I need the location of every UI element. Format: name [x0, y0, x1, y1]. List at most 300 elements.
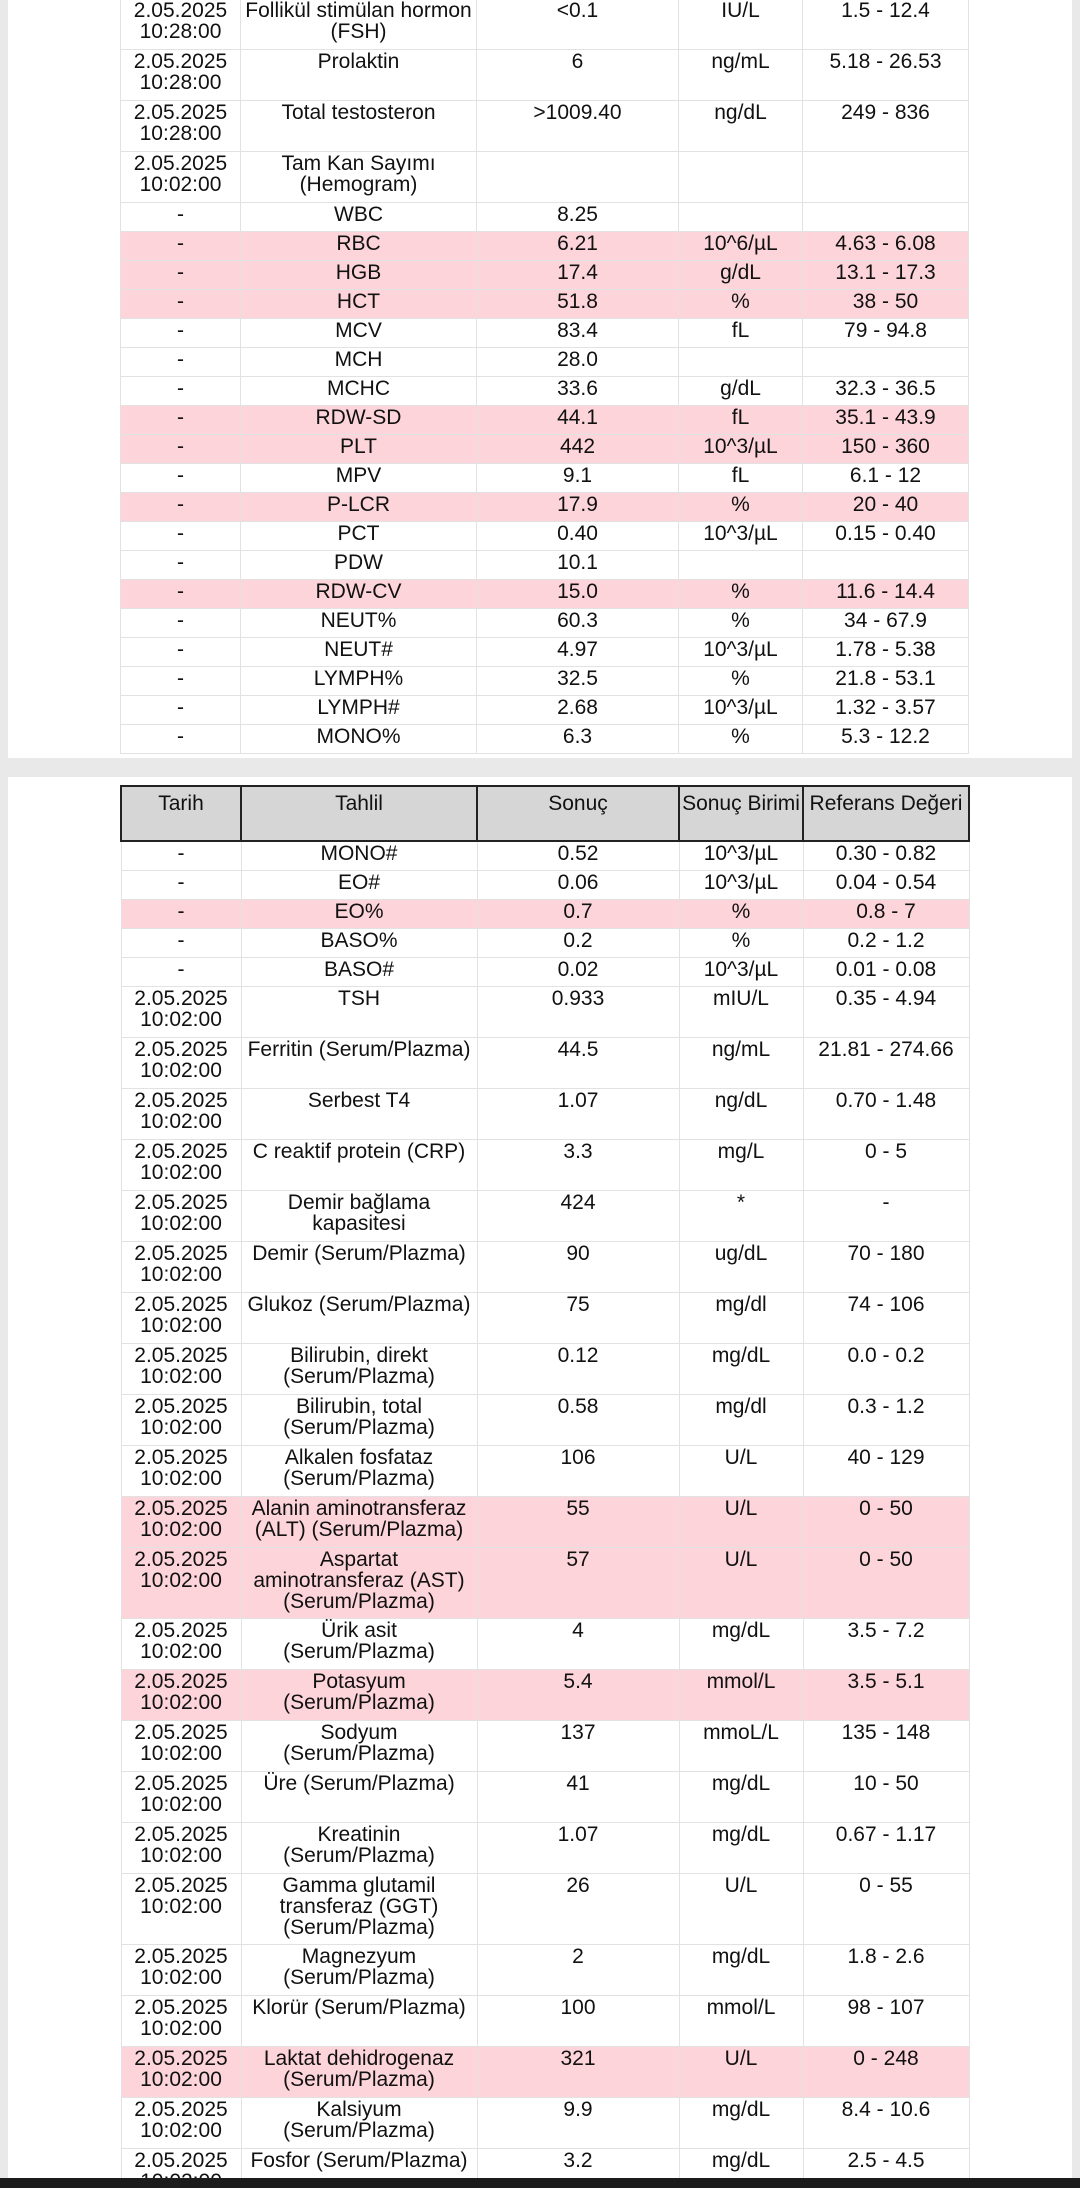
cell-reference: 20 - 40 — [803, 493, 969, 522]
cell-test: MONO% — [241, 725, 477, 754]
header-result: Sonuç — [477, 786, 679, 841]
cell-unit: ug/dL — [679, 1242, 803, 1293]
cell-test: PCT — [241, 522, 477, 551]
cell-date: 2.05.2025 10:02:00 — [121, 1619, 241, 1670]
cell-date: - — [121, 203, 241, 232]
table-row — [121, 609, 969, 638]
cell-date: - — [121, 841, 241, 871]
cell-reference: 74 - 106 — [803, 1293, 969, 1344]
cell-test: Bilirubin, total (Serum/Plazma) — [241, 1395, 477, 1446]
cell-test: MCHC — [241, 377, 477, 406]
cell-unit — [679, 551, 803, 580]
cell-unit: mmoL/L — [679, 1721, 803, 1772]
cell-unit — [679, 348, 803, 377]
cell-test: Prolaktin — [241, 50, 477, 101]
cell-reference: 150 - 360 — [803, 435, 969, 464]
table-row — [121, 377, 969, 406]
cell-result: 6 — [477, 50, 679, 101]
table-row — [121, 1619, 969, 1670]
cell-reference: 3.5 - 7.2 — [803, 1619, 969, 1670]
cell-date: - — [121, 580, 241, 609]
cell-reference: 0 - 50 — [803, 1548, 969, 1619]
cell-date: 2.05.2025 10:02:00 — [121, 1038, 241, 1089]
cell-unit: 10^3/µL — [679, 696, 803, 725]
cell-unit: mIU/L — [679, 987, 803, 1038]
cell-test: MCH — [241, 348, 477, 377]
header-unit: Sonuç Birimi — [679, 786, 803, 841]
cell-test: Bilirubin, direkt (Serum/Plazma) — [241, 1344, 477, 1395]
cell-date: - — [121, 551, 241, 580]
cell-unit: mg/dL — [679, 1945, 803, 1996]
cell-result: 3.2 — [477, 2149, 679, 2188]
table-row — [121, 1140, 969, 1191]
table-row — [121, 1395, 969, 1446]
table-row-flagged — [121, 290, 969, 319]
cell-test: EO% — [241, 900, 477, 929]
cell-date: 2.05.2025 10:02:00 — [121, 1140, 241, 1191]
cell-result: >1009.40 — [477, 101, 679, 152]
table-row — [121, 522, 969, 551]
cell-result: 2.68 — [477, 696, 679, 725]
cell-reference: 35.1 - 43.9 — [803, 406, 969, 435]
cell-result: 0.7 — [477, 900, 679, 929]
cell-unit — [679, 152, 803, 203]
cell-test: Serbest T4 — [241, 1089, 477, 1140]
cell-unit: mg/dL — [679, 1772, 803, 1823]
cell-unit: ng/mL — [679, 1038, 803, 1089]
table-row — [121, 929, 969, 958]
cell-unit: ng/mL — [679, 50, 803, 101]
table-row — [121, 1038, 969, 1089]
cell-unit: 10^3/µL — [679, 435, 803, 464]
cell-reference: 5.18 - 26.53 — [803, 50, 969, 101]
cell-reference: 0 - 5 — [803, 1140, 969, 1191]
cell-date: 2.05.2025 10:02:00 — [121, 1293, 241, 1344]
cell-reference: 1.32 - 3.57 — [803, 696, 969, 725]
table-row-flagged — [121, 1670, 969, 1721]
cell-result: 2 — [477, 1945, 679, 1996]
cell-result: 442 — [477, 435, 679, 464]
cell-date: - — [121, 638, 241, 667]
cell-unit: % — [679, 725, 803, 754]
table-row — [121, 667, 969, 696]
cell-result: 83.4 — [477, 319, 679, 348]
cell-result: 33.6 — [477, 377, 679, 406]
cell-date: - — [121, 435, 241, 464]
table-row — [121, 1344, 969, 1395]
cell-reference: 0 - 248 — [803, 2047, 969, 2098]
cell-test: Üre (Serum/Plazma) — [241, 1772, 477, 1823]
cell-test: NEUT% — [241, 609, 477, 638]
cell-date: - — [121, 232, 241, 261]
cell-reference: 1.8 - 2.6 — [803, 1945, 969, 1996]
cell-result: 17.4 — [477, 261, 679, 290]
cell-reference: 1.5 - 12.4 — [803, 0, 969, 50]
cell-test: PDW — [241, 551, 477, 580]
cell-date: - — [121, 667, 241, 696]
cell-test: Glukoz (Serum/Plazma) — [241, 1293, 477, 1344]
cell-test: Aspartat aminotransferaz (AST) (Serum/Plazma) — [241, 1548, 477, 1619]
cell-result: 424 — [477, 1191, 679, 1242]
cell-reference: 0.70 - 1.48 — [803, 1089, 969, 1140]
table-row — [121, 203, 969, 232]
cell-test: NEUT# — [241, 638, 477, 667]
cell-reference: - — [803, 1191, 969, 1242]
table-row-flagged — [121, 435, 969, 464]
table-row — [121, 1772, 969, 1823]
cell-result: 100 — [477, 1996, 679, 2047]
cell-date: - — [121, 290, 241, 319]
cell-date: 2.05.2025 — [121, 2149, 241, 2188]
cell-test: Demir bağlama kapasitesi — [241, 1191, 477, 1242]
cell-date: 2.05.2025 10:02:00 — [121, 1823, 241, 1874]
cell-unit: ng/dL — [679, 101, 803, 152]
cell-test: Klorür (Serum/Plazma) — [241, 1996, 477, 2047]
cell-unit: % — [679, 493, 803, 522]
cell-test: BASO% — [241, 929, 477, 958]
cell-unit: 10^6/µL — [679, 232, 803, 261]
table-row — [121, 638, 969, 667]
cell-reference: 2.5 - 4.5 — [803, 2149, 969, 2188]
cell-result: 26 — [477, 1874, 679, 1945]
cell-test: Sodyum (Serum/Plazma) — [241, 1721, 477, 1772]
cell-test: BASO# — [241, 958, 477, 987]
cell-result: 15.0 — [477, 580, 679, 609]
table-row — [121, 1996, 969, 2047]
lab-results-body-1 — [121, 0, 969, 754]
table-row — [121, 1874, 969, 1945]
cell-unit: g/dL — [679, 261, 803, 290]
cell-date: 2.05.2025 10:02:00 — [121, 1242, 241, 1293]
cell-test: Fosfor (Serum/Plazma) — [241, 2149, 477, 2188]
cell-reference: 0.30 - 0.82 — [803, 841, 969, 871]
cell-test: Kreatinin (Serum/Plazma) — [241, 1823, 477, 1874]
report-page-1 — [8, 0, 1072, 758]
cell-test: Total testosteron — [241, 101, 477, 152]
cell-reference: 6.1 - 12 — [803, 464, 969, 493]
cell-unit: mg/dL — [679, 1619, 803, 1670]
cell-unit: % — [679, 900, 803, 929]
cell-test: RBC — [241, 232, 477, 261]
cell-unit: U/L — [679, 1874, 803, 1945]
cell-date: 2.05.2025 10:02:00 — [121, 1721, 241, 1772]
cell-unit: 10^3/µL — [679, 958, 803, 987]
cell-date: 2.05.2025 10:02:00 — [121, 1089, 241, 1140]
cell-unit: mg/dL — [679, 2149, 803, 2188]
cell-reference: 70 - 180 — [803, 1242, 969, 1293]
cell-reference: 8.4 - 10.6 — [803, 2098, 969, 2149]
cell-test: Potasyum (Serum/Plazma) — [241, 1670, 477, 1721]
table-row — [121, 1721, 969, 1772]
header-date: Tarih — [121, 786, 241, 841]
cell-test: HGB — [241, 261, 477, 290]
table-row-flagged — [121, 900, 969, 929]
cell-unit: IU/L — [679, 0, 803, 50]
table-row-flagged — [121, 2047, 969, 2098]
cell-reference: 3.5 - 5.1 — [803, 1670, 969, 1721]
header-reference: Referans Değeri — [803, 786, 969, 841]
cell-result: 75 — [477, 1293, 679, 1344]
cell-date: 2.05.2025 10:02:00 — [121, 1945, 241, 1996]
cell-reference: 249 - 836 — [803, 101, 969, 152]
cell-date: 2.05.2025 10:28:00 — [121, 0, 241, 50]
table-row — [121, 958, 969, 987]
cell-result: 0.12 — [477, 1344, 679, 1395]
cell-date: - — [121, 348, 241, 377]
table-row — [121, 319, 969, 348]
cell-reference: 0 - 55 — [803, 1874, 969, 1945]
table-row — [121, 551, 969, 580]
table-row — [121, 696, 969, 725]
table-row — [121, 1446, 969, 1497]
cell-result: 44.5 — [477, 1038, 679, 1089]
cell-unit: mg/dL — [679, 1823, 803, 1874]
cell-result: 3.3 — [477, 1140, 679, 1191]
cell-test: MPV — [241, 464, 477, 493]
cell-reference — [803, 551, 969, 580]
cell-reference: 0.01 - 0.08 — [803, 958, 969, 987]
cell-reference: 0.04 - 0.54 — [803, 871, 969, 900]
cell-test: Follikül stimülan hormon (FSH) — [241, 0, 477, 50]
cell-date: 2.05.2025 10:02:00 — [121, 1548, 241, 1619]
cell-date: 2.05.2025 10:28:00 — [121, 50, 241, 101]
cell-date: - — [121, 900, 241, 929]
cell-result: 8.25 — [477, 203, 679, 232]
cell-date: - — [121, 871, 241, 900]
cell-reference: 0.8 - 7 — [803, 900, 969, 929]
table-header — [121, 786, 969, 841]
table-row — [121, 464, 969, 493]
cell-reference: 0.15 - 0.40 — [803, 522, 969, 551]
cell-date: 2.05.2025 10:02:00 — [121, 1191, 241, 1242]
table-row — [121, 725, 969, 754]
cell-unit: U/L — [679, 1548, 803, 1619]
cell-reference: 4.63 - 6.08 — [803, 232, 969, 261]
cell-test: Magnezyum (Serum/Plazma) — [241, 1945, 477, 1996]
cell-date: 2.05.2025 10:02:00 — [121, 1874, 241, 1945]
cell-unit: fL — [679, 319, 803, 348]
cell-test: Demir (Serum/Plazma) — [241, 1242, 477, 1293]
cell-unit: % — [679, 290, 803, 319]
table-row — [121, 101, 969, 152]
cell-result: 4 — [477, 1619, 679, 1670]
cell-unit: U/L — [679, 1446, 803, 1497]
cell-unit: 10^3/µL — [679, 522, 803, 551]
cell-result: 41 — [477, 1772, 679, 1823]
table-row — [121, 2098, 969, 2149]
bottom-edge-bar — [0, 2178, 1080, 2188]
cell-reference: 38 - 50 — [803, 290, 969, 319]
cell-date: - — [121, 696, 241, 725]
cell-result: 51.8 — [477, 290, 679, 319]
cell-result: 0.2 — [477, 929, 679, 958]
cell-result: 5.4 — [477, 1670, 679, 1721]
cell-result: 90 — [477, 1242, 679, 1293]
cell-unit: % — [679, 580, 803, 609]
cell-date: - — [121, 261, 241, 290]
report-page-2 — [8, 777, 1072, 2188]
cell-result: 6.21 — [477, 232, 679, 261]
cell-test: HCT — [241, 290, 477, 319]
cell-result: 6.3 — [477, 725, 679, 754]
cell-unit: % — [679, 667, 803, 696]
cell-date: 2.05.2025 10:02:00 — [121, 1395, 241, 1446]
table-row — [121, 348, 969, 377]
cell-test: MONO# — [241, 841, 477, 871]
cell-result: 0.02 — [477, 958, 679, 987]
cell-result: 0.06 — [477, 871, 679, 900]
cell-result: 60.3 — [477, 609, 679, 638]
cell-reference: 21.81 - 274.66 — [803, 1038, 969, 1089]
cell-result: 1.07 — [477, 1089, 679, 1140]
cell-test: Tam Kan Sayımı (Hemogram) — [241, 152, 477, 203]
table-row-flagged — [121, 493, 969, 522]
cell-date: - — [121, 406, 241, 435]
cell-reference — [803, 203, 969, 232]
cell-unit: 10^3/µL — [679, 871, 803, 900]
lab-results-body-2 — [121, 841, 969, 2188]
cell-test: TSH — [241, 987, 477, 1038]
cell-reference: 98 - 107 — [803, 1996, 969, 2047]
table-row-flagged — [121, 406, 969, 435]
cell-unit: mg/dL — [679, 1344, 803, 1395]
cell-date: 2.05.2025 10:02:00 — [121, 2047, 241, 2098]
cell-date: 2.05.2025 10:02:00 — [121, 1344, 241, 1395]
cell-date: 2.05.2025 10:02:00 — [121, 1772, 241, 1823]
cell-unit: U/L — [679, 1497, 803, 1548]
table-row — [121, 1242, 969, 1293]
cell-result: 57 — [477, 1548, 679, 1619]
cell-reference: 11.6 - 14.4 — [803, 580, 969, 609]
cell-test: Alkalen fosfataz (Serum/Plazma) — [241, 1446, 477, 1497]
cell-result: 0.40 — [477, 522, 679, 551]
cell-test: RDW-SD — [241, 406, 477, 435]
cell-unit: fL — [679, 464, 803, 493]
header-row — [121, 786, 969, 841]
cell-test: MCV — [241, 319, 477, 348]
table-row — [121, 1089, 969, 1140]
table-row-flagged — [121, 580, 969, 609]
cell-test: C reaktif protein (CRP) — [241, 1140, 477, 1191]
table-row — [121, 50, 969, 101]
table-row — [121, 1191, 969, 1242]
table-row — [121, 1293, 969, 1344]
cell-test: RDW-CV — [241, 580, 477, 609]
cell-unit: mmol/L — [679, 1670, 803, 1721]
cell-date: - — [121, 522, 241, 551]
table-row-flagged — [121, 1497, 969, 1548]
cell-result: 1.07 — [477, 1823, 679, 1874]
cell-reference: 0 - 50 — [803, 1497, 969, 1548]
cell-reference: 0.0 - 0.2 — [803, 1344, 969, 1395]
cell-reference — [803, 348, 969, 377]
lab-results-table-1 — [120, 0, 969, 754]
cell-date: - — [121, 493, 241, 522]
cell-date: 2.05.2025 10:02:00 — [121, 2098, 241, 2149]
cell-reference: 79 - 94.8 — [803, 319, 969, 348]
cell-unit: mg/L — [679, 1140, 803, 1191]
cell-result: <0.1 — [477, 0, 679, 50]
cell-unit: 10^3/µL — [679, 638, 803, 667]
cell-reference: 5.3 - 12.2 — [803, 725, 969, 754]
cell-test: PLT — [241, 435, 477, 464]
cell-reference: 0.35 - 4.94 — [803, 987, 969, 1038]
cell-result: 55 — [477, 1497, 679, 1548]
cell-result: 0.933 — [477, 987, 679, 1038]
table-row-flagged — [121, 1548, 969, 1619]
cell-result: 0.52 — [477, 841, 679, 871]
cell-test: P-LCR — [241, 493, 477, 522]
cell-date: 2.05.2025 10:28:00 — [121, 101, 241, 152]
header-test: Tahlil — [241, 786, 477, 841]
cell-test: Laktat dehidrogenaz (Serum/Plazma) — [241, 2047, 477, 2098]
cell-date: - — [121, 725, 241, 754]
cell-unit: fL — [679, 406, 803, 435]
cell-test: WBC — [241, 203, 477, 232]
cell-reference: 0.3 - 1.2 — [803, 1395, 969, 1446]
cell-date: - — [121, 377, 241, 406]
cell-result: 321 — [477, 2047, 679, 2098]
cell-result: 9.9 — [477, 2098, 679, 2149]
cell-test: LYMPH% — [241, 667, 477, 696]
cell-date: 2.05.2025 10:02:00 — [121, 1497, 241, 1548]
cell-date: 2.05.2025 10:02:00 — [121, 1670, 241, 1721]
cell-reference: 0.2 - 1.2 — [803, 929, 969, 958]
cell-result: 28.0 — [477, 348, 679, 377]
cell-reference: 13.1 - 17.3 — [803, 261, 969, 290]
cell-reference: 34 - 67.9 — [803, 609, 969, 638]
cell-reference: 0.67 - 1.17 — [803, 1823, 969, 1874]
table-row-flagged — [121, 261, 969, 290]
cell-reference: 1.78 - 5.38 — [803, 638, 969, 667]
cell-date: 2.05.2025 10:02:00 — [121, 1446, 241, 1497]
cell-unit: mmol/L — [679, 1996, 803, 2047]
cell-reference — [803, 152, 969, 203]
cell-test: LYMPH# — [241, 696, 477, 725]
cell-test: Ferritin (Serum/Plazma) — [241, 1038, 477, 1089]
cell-date: - — [121, 958, 241, 987]
cell-unit: mg/dL — [679, 2098, 803, 2149]
cell-result: 17.9 — [477, 493, 679, 522]
cell-test: EO# — [241, 871, 477, 900]
cell-result: 9.1 — [477, 464, 679, 493]
cell-date: - — [121, 319, 241, 348]
cell-unit: % — [679, 609, 803, 638]
cell-result — [477, 152, 679, 203]
cell-unit — [679, 203, 803, 232]
table-row — [121, 152, 969, 203]
table-row — [121, 841, 969, 871]
table-row — [121, 987, 969, 1038]
cell-reference: 32.3 - 36.5 — [803, 377, 969, 406]
table-row — [121, 1823, 969, 1874]
cell-result: 4.97 — [477, 638, 679, 667]
table-row — [121, 1945, 969, 1996]
cell-unit: mg/dl — [679, 1395, 803, 1446]
cell-result: 10.1 — [477, 551, 679, 580]
table-row-flagged — [121, 232, 969, 261]
cell-unit: * — [679, 1191, 803, 1242]
cell-result: 32.5 — [477, 667, 679, 696]
cell-date: - — [121, 929, 241, 958]
cell-result: 0.58 — [477, 1395, 679, 1446]
table-row — [121, 0, 969, 50]
cell-result: 106 — [477, 1446, 679, 1497]
lab-results-table-2 — [120, 785, 970, 2188]
cell-unit: % — [679, 929, 803, 958]
cell-date: - — [121, 464, 241, 493]
cell-date: 2.05.2025 10:02:00 — [121, 987, 241, 1038]
